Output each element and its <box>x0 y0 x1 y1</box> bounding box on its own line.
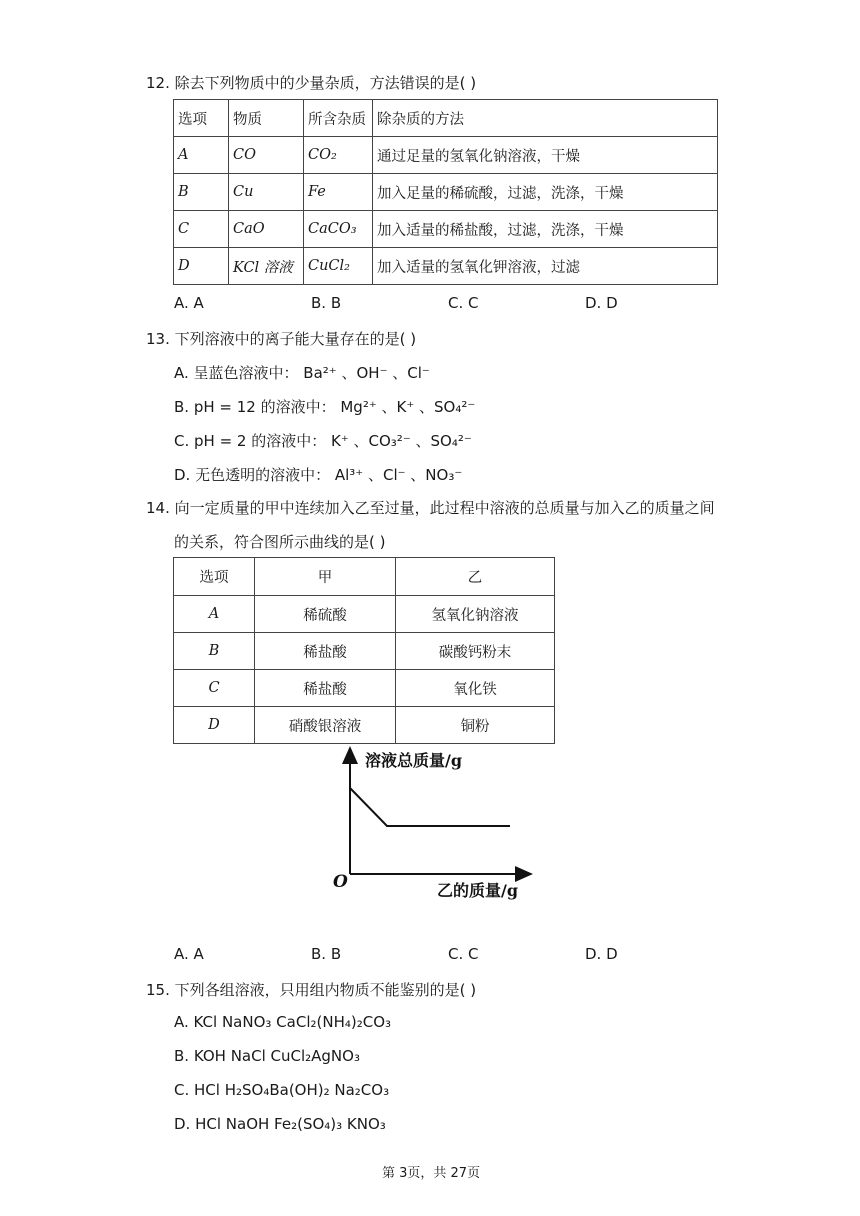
table-cell: Cu <box>229 174 304 211</box>
q15-option-b[interactable]: B. KOH NaCl CuCl₂AgNO₃ <box>174 1047 360 1065</box>
q15-option-a[interactable]: A. KCl NaNO₃ CaCl₂(NH₄)₂CO₃ <box>174 1013 392 1031</box>
table-cell: 稀盐酸 <box>255 670 396 707</box>
table-row <box>174 174 718 211</box>
q13-option-a[interactable]: A. 呈蓝色溶液中： Ba²⁺ 、OH⁻ 、Cl⁻ <box>174 364 430 382</box>
table-header-cell: 所含杂质 <box>304 100 373 137</box>
table-cell: CuCl₂ <box>304 248 373 285</box>
table-header-cell: 选项 <box>174 100 229 137</box>
q15-option-c[interactable]: C. HCl H₂SO₄Ba(OH)₂ Na₂CO₃ <box>174 1081 390 1099</box>
q14-stem-line1: 14. 向一定质量的甲中连续加入乙至过量，此过程中溶液的总质量与加入乙的质量之间 <box>146 499 715 517</box>
table-row <box>174 633 555 670</box>
table-row <box>174 670 555 707</box>
q12-option-d[interactable]: D. D <box>585 294 618 312</box>
table-cell: 稀盐酸 <box>255 633 396 670</box>
table-cell: 加入适量的稀盐酸，过滤，洗涤，干燥 <box>373 211 718 248</box>
graph-ylabel: 溶液总质量/g <box>365 751 463 770</box>
mass-curve <box>350 788 510 826</box>
table-cell: KCl 溶液 <box>229 248 304 285</box>
table-cell: CaO <box>229 211 304 248</box>
table-header-row <box>174 100 718 137</box>
table-cell: 通过足量的氢氧化钠溶液，干燥 <box>373 137 718 174</box>
table-cell: 硝酸银溶液 <box>255 707 396 744</box>
q13-option-d[interactable]: D. 无色透明的溶液中： Al³⁺ 、Cl⁻ 、NO₃⁻ <box>174 466 463 484</box>
q12-option-b[interactable]: B. B <box>311 294 342 312</box>
table-row <box>174 707 555 744</box>
table-cell: 加入足量的稀硫酸，过滤，洗涤，干燥 <box>373 174 718 211</box>
table-cell: 铜粉 <box>396 707 555 744</box>
graph-xlabel: 乙的质量/g <box>437 881 519 900</box>
q14-stem-line2: 的关系，符合图所示曲线的是( ) <box>174 533 386 551</box>
q12-table <box>173 99 718 285</box>
q14-option-c[interactable]: C. C <box>448 945 479 963</box>
table-cell: B <box>174 174 229 211</box>
table-cell: 氢氧化钠溶液 <box>396 596 555 633</box>
table-header-cell: 除杂质的方法 <box>373 100 718 137</box>
table-header-row <box>174 558 555 596</box>
table-cell: B <box>174 633 255 670</box>
q13-stem: 13. 下列溶液中的离子能大量存在的是( ) <box>146 330 417 348</box>
q13-option-b[interactable]: B. pH = 12 的溶液中： Mg²⁺ 、K⁺ 、SO₄²⁻ <box>174 398 476 416</box>
table-cell: A <box>174 596 255 633</box>
q12-option-a[interactable]: A. A <box>174 294 204 312</box>
table-row <box>174 137 718 174</box>
table-cell: 氧化铁 <box>396 670 555 707</box>
table-header-cell: 物质 <box>229 100 304 137</box>
graph-origin: O <box>333 872 348 892</box>
table-cell: C <box>174 211 229 248</box>
table-header-cell: 选项 <box>174 558 255 596</box>
table-cell: 加入适量的氢氧化钾溶液，过滤 <box>373 248 718 285</box>
table-cell: Fe <box>304 174 373 211</box>
table-cell: 稀硫酸 <box>255 596 396 633</box>
table-cell: D <box>174 248 229 285</box>
q14-option-d[interactable]: D. D <box>585 945 618 963</box>
q15-option-d[interactable]: D. HCl NaOH Fe₂(SO₄)₃ KNO₃ <box>174 1115 386 1133</box>
q14-table <box>173 557 555 744</box>
q14-graph <box>325 744 535 904</box>
table-cell: 碳酸钙粉末 <box>396 633 555 670</box>
page-footer: 第 3页，共 27页 <box>382 1166 481 1181</box>
table-cell: C <box>174 670 255 707</box>
q15-stem: 15. 下列各组溶液，只用组内物质不能鉴别的是( ) <box>146 981 477 999</box>
table-row <box>174 596 555 633</box>
table-header-cell: 甲 <box>255 558 396 596</box>
table-row <box>174 211 718 248</box>
table-cell: D <box>174 707 255 744</box>
q12-option-c[interactable]: C. C <box>448 294 479 312</box>
table-cell: CO <box>229 137 304 174</box>
q14-option-b[interactable]: B. B <box>311 945 342 963</box>
table-row <box>174 248 718 285</box>
table-header-cell: 乙 <box>396 558 555 596</box>
table-cell: CO₂ <box>304 137 373 174</box>
q12-stem: 12. 除去下列物质中的少量杂质，方法错误的是( ) <box>146 74 477 92</box>
q13-option-c[interactable]: C. pH = 2 的溶液中： K⁺ 、CO₃²⁻ 、SO₄²⁻ <box>174 432 472 450</box>
q14-option-a[interactable]: A. A <box>174 945 204 963</box>
table-cell: CaCO₃ <box>304 211 373 248</box>
table-cell: A <box>174 137 229 174</box>
